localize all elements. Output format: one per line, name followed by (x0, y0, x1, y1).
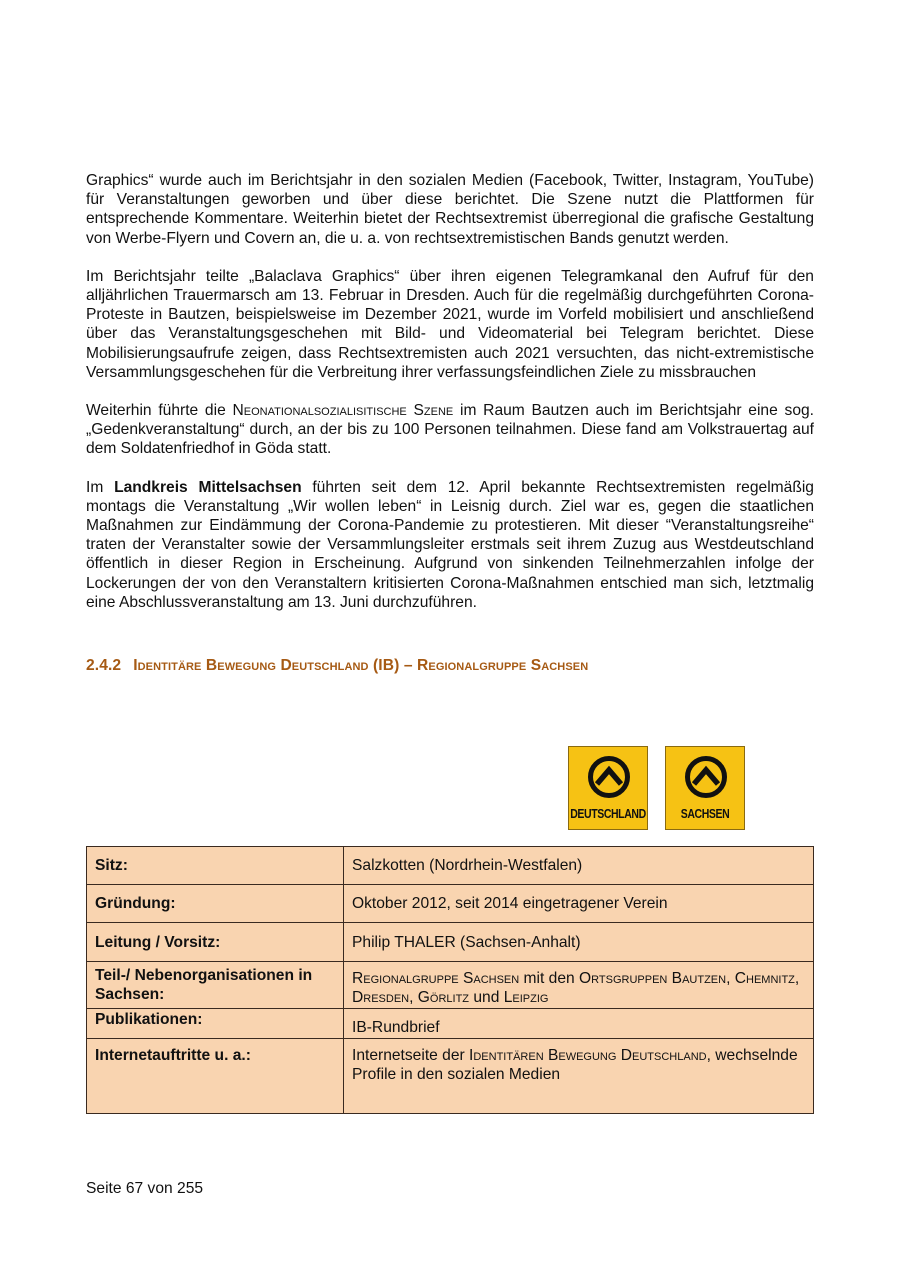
main-content (86, 171, 814, 675)
paragraph-3-text-2: im Raum Bautzen auch im Berichtsjahr eine sog. „Gedenkveranstaltung“ durch, an der bis zu 100 Personen teilnahmen. Diese fand am Volkstrauertag auf dem Soldatenfriedhof in Göda statt. (86, 402, 814, 458)
paragraph-4 (86, 478, 814, 612)
row-value: Oktober 2012, seit 2014 eingetragener Verein (344, 885, 814, 923)
value-part: , wechselnde Profile in den sozialen Medien (352, 1047, 798, 1083)
logo-group (568, 746, 745, 830)
section-heading (86, 657, 814, 675)
logo-label: SACHSEN (680, 806, 730, 822)
table-row (87, 1039, 814, 1114)
value-part: und (469, 989, 504, 1006)
row-value: Salzkotten (Nordrhein-Westfalen) (344, 847, 814, 885)
row-key: Sitz: (87, 847, 344, 885)
scene-name: Neonationalsozialisitische Szene (232, 402, 454, 420)
lambda-circle-icon (684, 755, 728, 799)
district-name: Landkreis Mittelsachsen (114, 478, 302, 496)
value-part: Ortsgruppen Bautzen, Chemnitz, Dresden, Görlitz (352, 970, 800, 1006)
value-part: Regionalgruppe Sachsen (352, 970, 520, 987)
value-part: Leipzig (503, 989, 549, 1006)
paragraph-3 (86, 401, 814, 459)
logo-sachsen (665, 746, 745, 830)
value-part: Internetseite der (352, 1047, 470, 1064)
paragraph-3-text: Weiterhin führte die (86, 402, 233, 420)
row-key: Gründung: (87, 885, 344, 923)
lambda-circle-icon (587, 755, 631, 799)
facts-table (86, 846, 814, 1114)
paragraph-4-text-2: führten seit dem 12. April bekannte Rechtsextremisten regelmäßig montags die Veranstaltung „Wir wollen leben“ in Leisnig durch. Ziel war es, gegen die staatlichen Maßnahmen zur Eindämmung der Corona-Pandemie zu protestieren. Mit dieser “Veranstaltungsreihe“ traten der Veranstalter sowie der Versammlungsleiter erstmals seit ihrem Zuzug aus Westdeutschland öffentlich in dieser Region in Erscheinung. Aufgrund von sinkenden Teilnehmerzahlen infolge der Lockerungen der von den Veranstaltern kritisierten Corona-Maßnahmen entschied man sich, letztmalig eine Abschlussveranstaltung am 13. Juni durchzuführen. (86, 478, 814, 611)
row-key: Teil-/ Nebenorganisationen in Sachsen: (87, 962, 344, 1009)
paragraph-1: Graphics“ wurde auch im Berichtsjahr in den sozialen Medien (Facebook, Twitter, Instagram, YouTube) für Veranstaltungen geworben und über diese berichtet. Die Szene nutzt die Plattformen für entsprechende Kommentare. Weiterhin bietet der Rechtsextremist überregional die grafische Gestaltung von Werbe-Flyern und Covern an, die u. a. von rechtsextremistischen Bands genutzt werden. (86, 172, 814, 247)
table-row (87, 1009, 814, 1039)
row-value (344, 1039, 814, 1114)
table-row (87, 962, 814, 1009)
paragraph-2: Im Berichtsjahr teilte „Balaclava Graphics“ über ihren eigenen Telegramkanal den Aufruf für den alljährlichen Trauermarsch am 13. Februar in Dresden. Auch für die regelmäßig durchgeführten Corona-Proteste in Bautzen, beispielsweise im Dezember 2021, wurde im Vorfeld mobilisiert und anschließend über das Veranstaltungsgeschehen mit Bild- und Videomaterial bei Telegram berichtet. Diese Mobilisierungsaufrufe zeigen, dass Rechtsextremisten auch 2021 versuchten, das nicht-extremistische Versammlungsgeschehen für die Verbreitung ihrer verfassungsfeindlichen Ziele zu missbrauchen (86, 267, 814, 381)
section-number: 2.4.2 (86, 657, 122, 675)
table-row (87, 885, 814, 923)
row-value: Philip THALER (Sachsen-Anhalt) (344, 923, 814, 962)
row-value: IB-Rundbrief (344, 1009, 814, 1039)
row-value (344, 962, 814, 1009)
row-key: Publikationen: (87, 1009, 344, 1039)
paragraph-4-text: Im (86, 478, 115, 496)
row-key: Internetauftritte u. a.: (87, 1039, 344, 1114)
table-row (87, 923, 814, 962)
value-part: Identitären Bewegung Deutschland (469, 1047, 707, 1064)
logo-deutschland (568, 746, 648, 830)
page-number: Seite 67 von 255 (86, 1180, 204, 1197)
row-key: Leitung / Vorsitz: (87, 923, 344, 962)
value-part: mit den (519, 970, 580, 987)
logo-label: DEUTSCHLAND (570, 806, 646, 822)
table-row (87, 847, 814, 885)
section-title: Identitäre Bewegung Deutschland (IB) – Regionalgruppe Sachsen (133, 657, 589, 675)
